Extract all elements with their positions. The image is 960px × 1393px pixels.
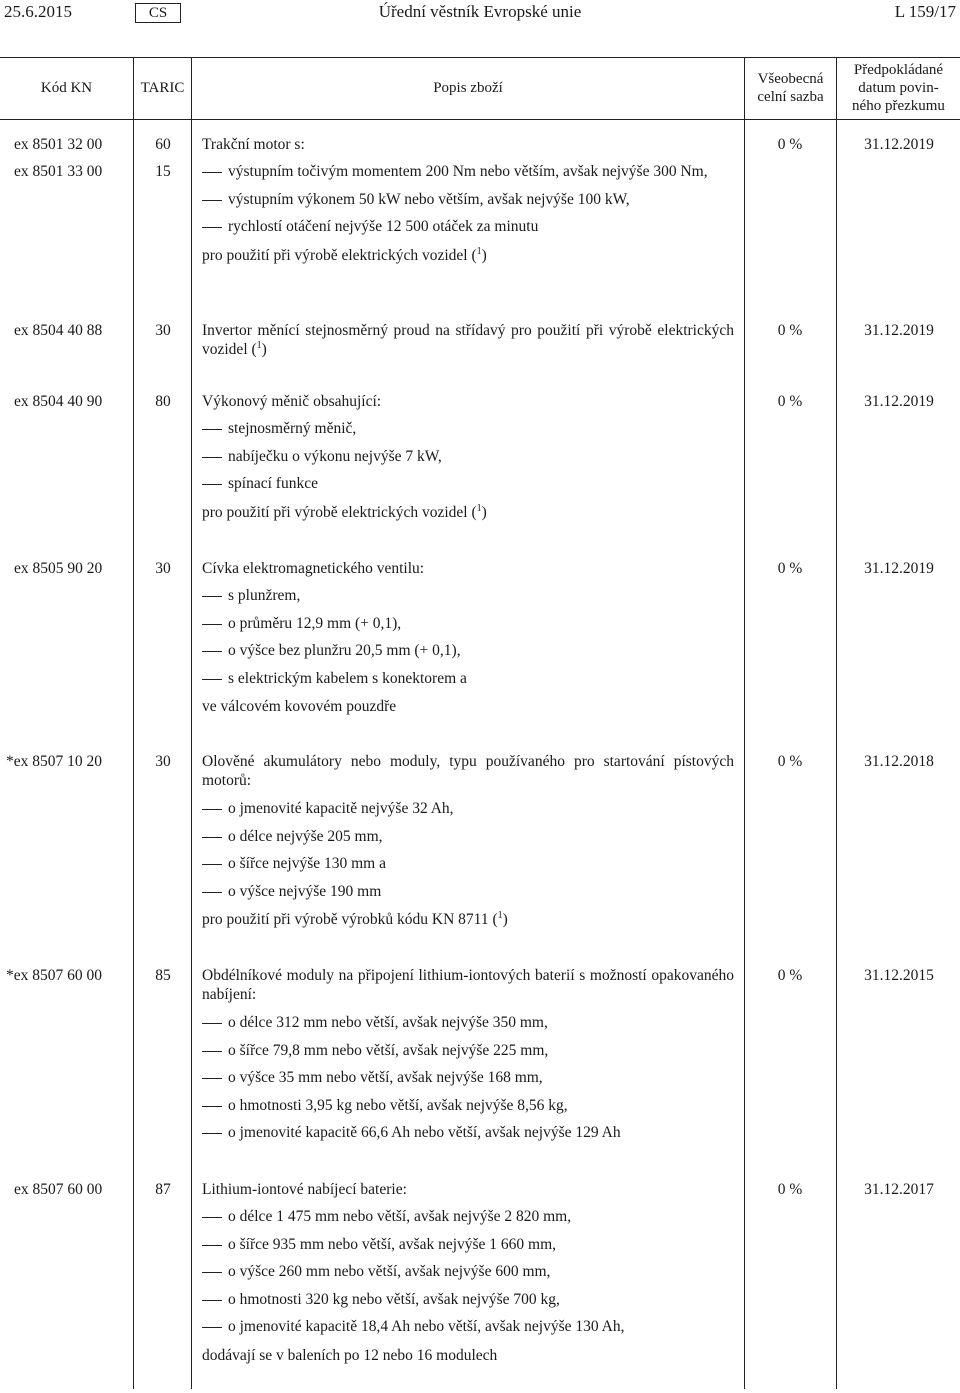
tail-end: ) bbox=[481, 503, 487, 521]
review-date: 31.12.2019 bbox=[864, 322, 934, 339]
kn-code: ex 8501 32 00 bbox=[14, 136, 103, 153]
description-bullet: stejnosměrný měnič, bbox=[202, 420, 734, 438]
kn-code: ex 8504 40 88 bbox=[14, 322, 103, 339]
description-tail bbox=[202, 503, 734, 522]
taric-code: 60 bbox=[155, 136, 171, 153]
description-bullet: výstupním točivým momentem 200 Nm nebo větším, avšak nejvýše 300 Nm, bbox=[202, 163, 734, 181]
description-lead: Trakční motor s: bbox=[202, 136, 305, 153]
kn-code: ex 8507 60 00 bbox=[14, 1181, 103, 1198]
goods-description bbox=[202, 752, 734, 929]
duty-rate: 0 % bbox=[777, 967, 803, 984]
description-bullet: o délce 1 475 mm nebo větší, avšak nejvýše 2 820 mm, bbox=[202, 1208, 734, 1226]
description-bullet: s plunžrem, bbox=[202, 587, 734, 605]
column-header-review-date: Předpokládané datum povin-ného přezkumu bbox=[852, 62, 945, 114]
description-bullet: o průměru 12,9 mm (+ 0,1), bbox=[202, 615, 734, 633]
description-bullet: o hmotnosti 320 kg nebo větší, avšak nejvýše 700 kg, bbox=[202, 1291, 734, 1309]
kn-code: *ex 8507 10 20 bbox=[6, 753, 103, 770]
goods-description bbox=[202, 321, 734, 359]
description-tail bbox=[202, 246, 734, 265]
lead-text: Invertor měnící stejnosměrný proud na střídavý pro použití při výrobě elektrických vozidel ( bbox=[202, 322, 734, 358]
description-bullet: o hmotnosti 3,95 kg nebo větší, avšak nejvýše 8,56 kg, bbox=[202, 1097, 734, 1115]
duty-rate: 0 % bbox=[777, 1181, 803, 1198]
description-lead: Obdélníkové moduly na připojení lithium-iontových baterií s možností opakovaného nabíjení: bbox=[202, 967, 734, 1003]
tail-text: pro použití při výrobě výrobků kódu KN 8711 ( bbox=[202, 911, 498, 928]
description-bullet: o šířce 935 mm nebo větší, avšak nejvýše 1 660 mm, bbox=[202, 1236, 734, 1254]
goods-description bbox=[202, 559, 734, 716]
footnote-ref: 1 bbox=[476, 245, 482, 257]
goods-description bbox=[202, 1180, 734, 1365]
tail-text: pro použití při výrobě elektrických vozidel ( bbox=[202, 246, 477, 264]
description-bullet: spínací funkce bbox=[202, 475, 734, 493]
duty-rate: 0 % bbox=[777, 560, 803, 577]
footnote-ref: 1 bbox=[256, 339, 262, 351]
language-badge: CS bbox=[135, 3, 181, 23]
page-reference: L 159/17 bbox=[894, 2, 956, 21]
description-bullet: o výšce 260 mm nebo větší, avšak nejvýše 600 mm, bbox=[202, 1263, 734, 1281]
review-date: 31.12.2015 bbox=[864, 967, 934, 984]
taric-code: 87 bbox=[155, 1181, 171, 1198]
taric-code: 30 bbox=[155, 322, 171, 339]
description-bullet: výstupním výkonem 50 kW nebo větším, avšak nejvýše 100 kW, bbox=[202, 191, 734, 209]
table-header-rule bbox=[0, 119, 960, 120]
description-lead: Lithium-iontové nabíjecí baterie: bbox=[202, 1181, 407, 1198]
footnote-ref: 1 bbox=[476, 502, 482, 514]
description-lead: Výkonový měnič obsahující: bbox=[202, 393, 382, 410]
description-bullet: o délce nejvýše 205 mm, bbox=[202, 828, 734, 846]
description-lead: Olověné akumulátory nebo moduly, typu používaného pro startování pístových motorů: bbox=[202, 753, 734, 789]
taric-code: 80 bbox=[155, 393, 171, 410]
lead-end: ) bbox=[261, 341, 267, 358]
description-bullet: o šířce nejvýše 130 mm a bbox=[202, 855, 734, 873]
description-tail: dodávají se v baleních po 12 nebo 16 modulech bbox=[202, 1346, 498, 1364]
description-bullet: rychlostí otáčení nejvýše 12 500 otáček za minutu bbox=[202, 218, 734, 236]
description-lead: Cívka elektromagnetického ventilu: bbox=[202, 560, 425, 577]
review-date: 31.12.2019 bbox=[864, 393, 934, 410]
footnote-ref: 1 bbox=[497, 909, 503, 921]
journal-title: Úřední věstník Evropské unie bbox=[378, 2, 582, 21]
tail-text: pro použití při výrobě elektrických vozidel ( bbox=[202, 503, 477, 521]
description-lead bbox=[202, 321, 734, 359]
description-bullet: o výšce 35 mm nebo větší, avšak nejvýše 168 mm, bbox=[202, 1069, 734, 1087]
duty-rate: 0 % bbox=[777, 753, 803, 770]
column-divider bbox=[191, 57, 192, 1389]
column-header-rate: Všeobecná celní sazba bbox=[757, 71, 824, 105]
kn-code: *ex 8507 60 00 bbox=[6, 967, 103, 984]
column-header-kn: Kód KN bbox=[40, 80, 93, 96]
duty-rate: 0 % bbox=[777, 322, 803, 339]
kn-code: ex 8501 33 00 bbox=[14, 163, 103, 180]
description-bullet: o výšce nejvýše 190 mm bbox=[202, 883, 734, 901]
description-bullet: o jmenovité kapacitě 66,6 Ah nebo větší, avšak nejvýše 129 Ah bbox=[202, 1124, 734, 1142]
kn-code: ex 8505 90 20 bbox=[14, 560, 103, 577]
review-date: 31.12.2019 bbox=[864, 560, 934, 577]
review-date: 31.12.2019 bbox=[864, 136, 934, 153]
column-header-taric: TARIC bbox=[140, 80, 185, 96]
publication-date: 25.6.2015 bbox=[4, 2, 72, 21]
taric-code: 15 bbox=[155, 163, 171, 180]
column-header-description: Popis zboží bbox=[433, 80, 503, 96]
description-bullet: o šířce 79,8 mm nebo větší, avšak nejvýše 225 mm, bbox=[202, 1042, 734, 1060]
taric-code: 85 bbox=[155, 967, 171, 984]
page-header bbox=[0, 2, 960, 24]
kn-code: ex 8504 40 90 bbox=[14, 393, 103, 410]
description-bullet: o délce 312 mm nebo větší, avšak nejvýše 350 mm, bbox=[202, 1014, 734, 1032]
column-divider bbox=[133, 57, 134, 1389]
duty-rate: 0 % bbox=[777, 393, 803, 410]
goods-description bbox=[202, 135, 734, 265]
description-tail bbox=[202, 910, 734, 929]
description-bullet: o výšce bez plunžru 20,5 mm (+ 0,1), bbox=[202, 642, 734, 660]
taric-code: 30 bbox=[155, 753, 171, 770]
description-bullet: o jmenovité kapacitě nejvýše 32 Ah, bbox=[202, 800, 734, 818]
taric-code: 30 bbox=[155, 560, 171, 577]
description-bullet: o jmenovité kapacitě 18,4 Ah nebo větší, avšak nejvýše 130 Ah, bbox=[202, 1318, 734, 1336]
goods-description bbox=[202, 392, 734, 522]
column-divider bbox=[836, 57, 837, 1389]
goods-description bbox=[202, 966, 734, 1152]
description-bullet: nabíječku o výkonu nejvýše 7 kW, bbox=[202, 448, 734, 466]
duty-rate: 0 % bbox=[777, 136, 803, 153]
tail-end: ) bbox=[481, 246, 487, 264]
description-tail: ve válcovém kovovém pouzdře bbox=[202, 698, 397, 715]
review-date: 31.12.2017 bbox=[864, 1181, 934, 1198]
review-date: 31.12.2018 bbox=[864, 753, 934, 770]
description-bullet: s elektrickým kabelem s konektorem a bbox=[202, 670, 734, 688]
tail-end: ) bbox=[502, 911, 508, 928]
